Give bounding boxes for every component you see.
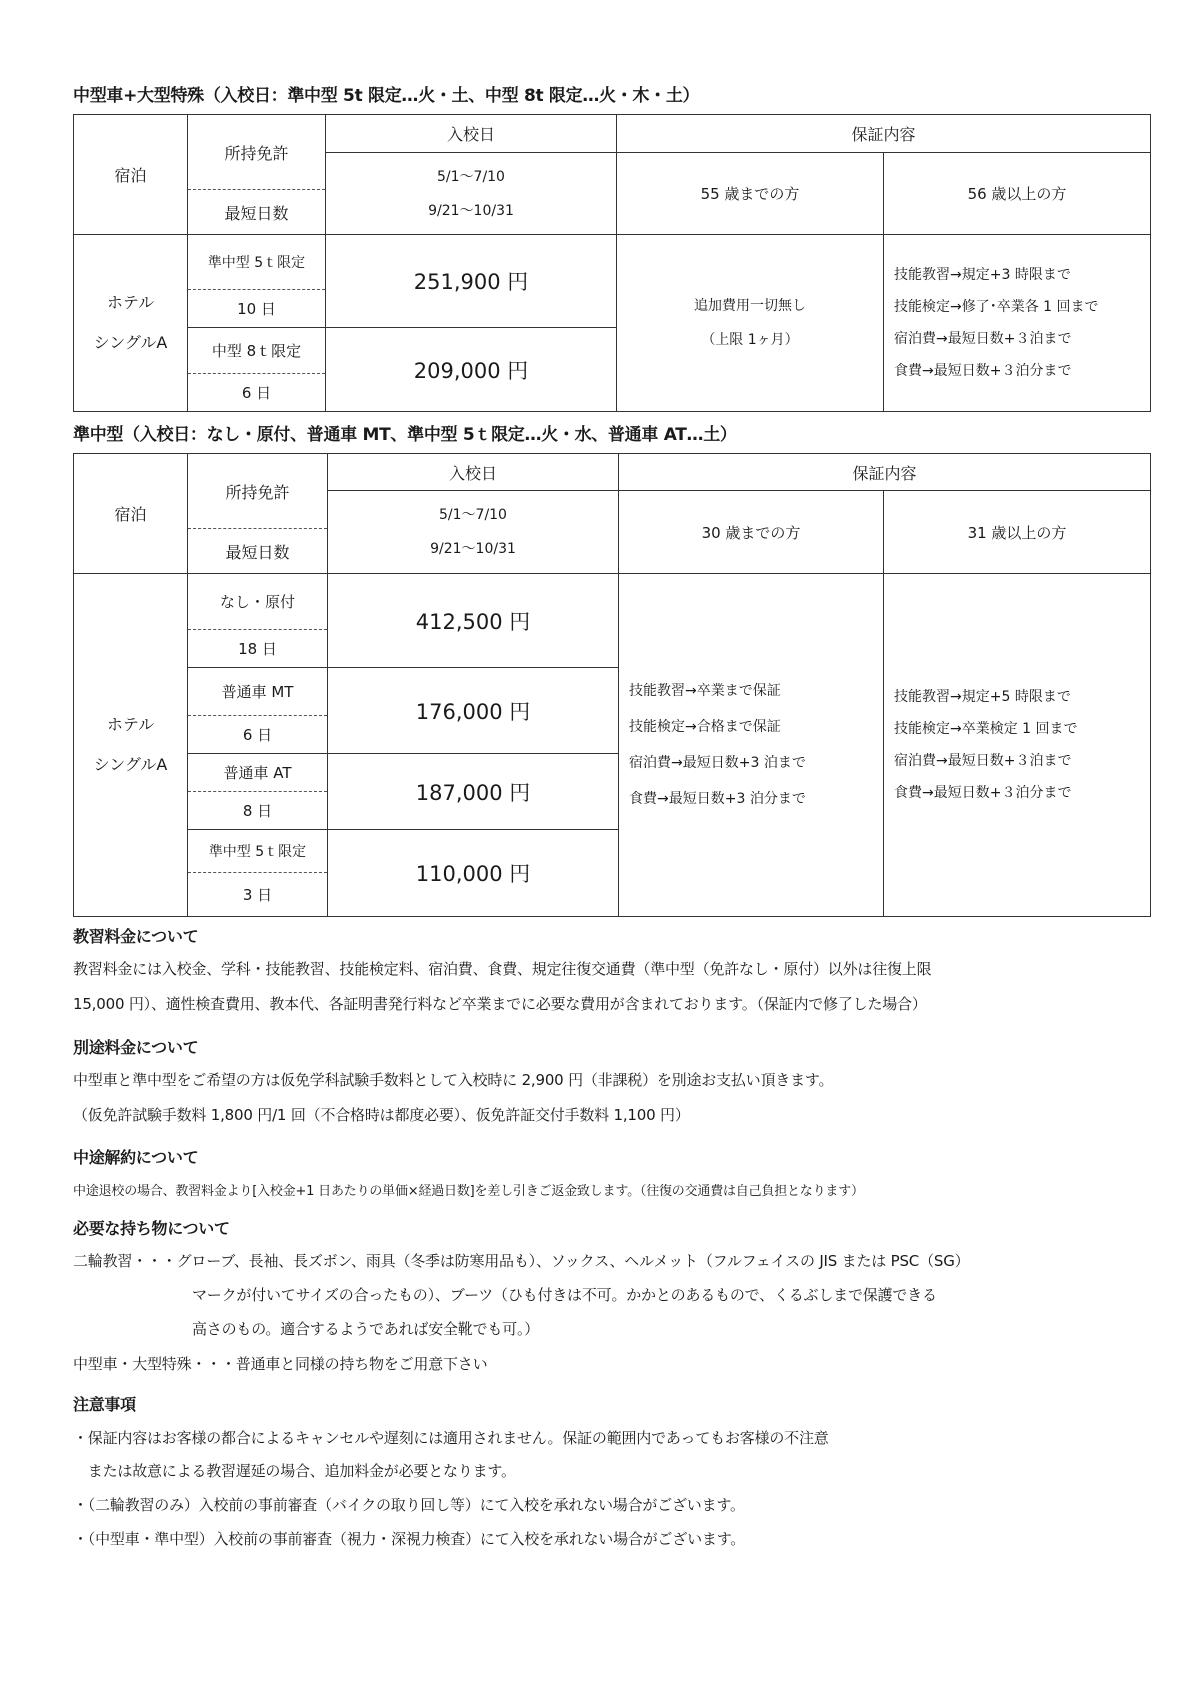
tuition-text: 教習料金には入校金、学科・技能教習、技能検定料、宿泊費、食費、規定往復交通費（準中型（免許なし・原付）以外は往復上限 (73, 960, 932, 978)
days-cell: 6 日 (188, 374, 326, 412)
tuition-text: 15,000 円）、適性検査費用、教本代、各証明書発行料など卒業までに必要な費用が含まれております。（保証内で修了した場合） (73, 995, 927, 1013)
guarantee-line: 食費→最短日数+３泊分まで (894, 363, 1072, 379)
guarantee-line: （上限 1ヶ月） (701, 332, 799, 348)
date-range: 9/21〜10/31 (428, 202, 514, 219)
days-cell: 8 日 (188, 792, 328, 830)
header-min-days: 最短日数 (188, 190, 326, 235)
date-range: 5/1〜7/10 (439, 507, 507, 523)
stay-type-line: ホテル (106, 715, 155, 734)
header-enroll-date: 入校日 (326, 115, 617, 153)
guarantee-line: 追加費用一切無し (694, 298, 806, 314)
license-cell: 準中型 5ｔ限定 (188, 235, 326, 290)
guarantee-line: 食費→最短日数+３泊分まで (894, 785, 1072, 801)
items-text: 二輪教習・・・グローブ、長袖、長ズボン、雨具（冬季は防寒用品も）、ソックス、ヘルメット（フルフェイスの JIS または PSC（SG） (73, 1252, 970, 1270)
guarantee-line: 技能検定→修了･卒業各 1 回まで (894, 299, 1099, 315)
items-text: 高さのもの。適合するようであれば安全靴でも可。） (192, 1320, 540, 1338)
license-cell: 中型 8ｔ限定 (188, 328, 326, 374)
header-license: 所持免許 (188, 115, 326, 190)
header-age-group-1: 30 歳までの方 (619, 491, 884, 574)
header-age-group-2: 56 歳以上の方 (884, 153, 1151, 235)
guarantee-line: 技能検定→合格まで保証 (629, 719, 781, 735)
date-ranges (326, 153, 617, 235)
days-cell: 10 日 (188, 290, 326, 328)
table1-title: 中型車+大型特殊（入校日：準中型 5t 限定…火・土、中型 8t 限定…火・木・土） (73, 86, 700, 106)
extra-fee-text: 中型車と準中型をご希望の方は仮免学科試験手数料として入校時に 2,900 円（非課税）を別途お支払い頂きます。 (73, 1071, 834, 1089)
license-cell: 普通車 MT (188, 668, 328, 716)
items-heading: 必要な持ち物について (73, 1219, 230, 1238)
guarantee-line: 技能教習→規定+3 時限まで (894, 267, 1071, 283)
days-cell: 6 日 (188, 716, 328, 754)
date-range: 5/1〜7/10 (437, 168, 505, 185)
stay-type-line: シングルA (93, 755, 168, 774)
header-min-days: 最短日数 (188, 529, 328, 574)
guarantee-line: 技能教習→規定+5 時限まで (894, 689, 1071, 705)
date-range: 9/21〜10/31 (430, 541, 516, 557)
guarantee-line: 技能教習→卒業まで保証 (629, 683, 781, 699)
header-license: 所持免許 (188, 454, 328, 529)
items-text: マークが付いてサイズの合ったもの）、ブーツ（ひも付きは不可。かかとのあるもので、くるぶしまで保護できる (192, 1286, 937, 1304)
price-cell: 176,000 円 (328, 668, 619, 754)
cancellation-text: 中途退校の場合、教習料金より[入校金+1 日あたりの単価×経過日数]を差し引きご返金致します。（往復の交通費は自己負担となります） (73, 1184, 864, 1199)
price-cell: 187,000 円 (328, 754, 619, 830)
extra-fee-text: （仮免許試験手数料 1,800 円/1 回（不合格時は都度必要）、仮免許証交付手数料 1,100 円） (73, 1106, 690, 1124)
price-cell: 209,000 円 (326, 328, 617, 412)
guarantee-cell-2 (884, 574, 1151, 917)
items-text: 中型車・大型特殊・・・普通車と同様の持ち物をご用意下さい (73, 1355, 488, 1373)
table1-price-table (73, 114, 1151, 412)
license-cell: 普通車 AT (188, 754, 328, 792)
caution-heading: 注意事項 (73, 1395, 136, 1414)
caution-text: ・保証内容はお客様の都合によるキャンセルや遅刻には適用されません。保証の範囲内であってもお客様の不注意 (73, 1429, 829, 1447)
stay-type (74, 235, 188, 412)
caution-text: または故意による教習遅延の場合、追加料金が必要となります。 (73, 1462, 516, 1480)
cancellation-heading: 中途解約について (73, 1148, 199, 1167)
guarantee-line: 宿泊費→最短日数+３泊まで (894, 753, 1072, 769)
caution-text: ・（中型車・準中型）入校前の事前審査（視力・深視力検査）にて入校を承れない場合がございます。 (73, 1530, 746, 1548)
date-ranges (328, 491, 619, 574)
price-cell: 110,000 円 (328, 830, 619, 917)
stay-type (74, 574, 188, 917)
license-cell: なし・原付 (188, 574, 328, 630)
header-enroll-date: 入校日 (328, 454, 619, 491)
header-stay: 宿泊 (74, 454, 188, 574)
header-age-group-2: 31 歳以上の方 (884, 491, 1151, 574)
license-cell: 準中型 5ｔ限定 (188, 830, 328, 873)
header-guarantee: 保証内容 (619, 454, 1151, 491)
price-cell: 412,500 円 (328, 574, 619, 668)
price-cell: 251,900 円 (326, 235, 617, 328)
table2-title: 準中型（入校日：なし・原付、普通車 MT、準中型 5ｔ限定…火・水、普通車 AT…土） (73, 425, 737, 445)
days-cell: 3 日 (188, 873, 328, 917)
header-age-group-1: 55 歳までの方 (617, 153, 884, 235)
guarantee-cell-2 (884, 235, 1151, 412)
guarantee-cell-1 (617, 235, 884, 412)
days-cell: 18 日 (188, 630, 328, 668)
caution-text: ・（二輪教習のみ）入校前の事前審査（バイクの取り回し等）にて入校を承れない場合がございます。 (73, 1496, 745, 1514)
header-stay: 宿泊 (74, 115, 188, 235)
guarantee-line: 食費→最短日数+3 泊分まで (629, 791, 806, 807)
header-guarantee: 保証内容 (617, 115, 1151, 153)
guarantee-cell-1 (619, 574, 884, 917)
guarantee-line: 宿泊費→最短日数+３泊まで (894, 331, 1072, 347)
stay-type-line: ホテル (106, 293, 155, 312)
extra-fee-heading: 別途料金について (73, 1038, 199, 1057)
tuition-heading: 教習料金について (73, 927, 199, 946)
guarantee-line: 宿泊費→最短日数+3 泊まで (629, 755, 806, 771)
table2-price-table (73, 453, 1151, 917)
stay-type-line: シングルA (93, 333, 168, 352)
guarantee-line: 技能検定→卒業検定 1 回まで (894, 721, 1078, 737)
